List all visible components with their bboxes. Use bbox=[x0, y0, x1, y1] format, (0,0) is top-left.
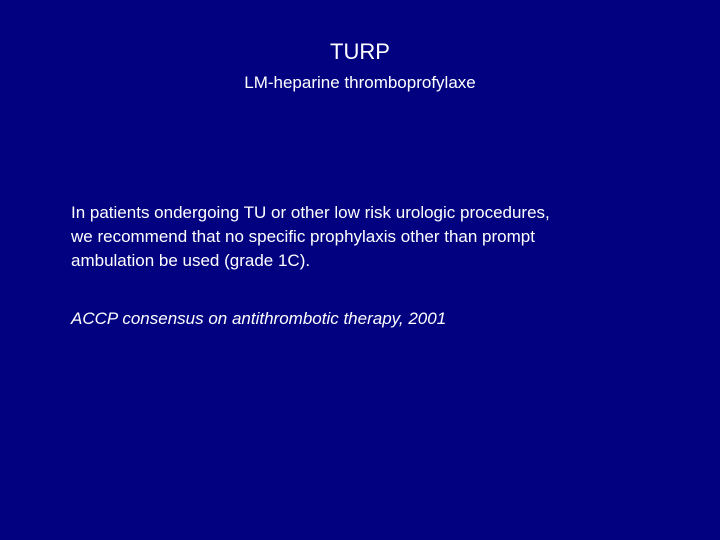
recommendation-line: ambulation be used (grade 1C). bbox=[71, 251, 311, 270]
recommendation-line: In patients ondergoing TU or other low risk urologic procedures, bbox=[71, 203, 550, 222]
recommendation-line: we recommend that no specific prophylaxis other than prompt bbox=[71, 227, 535, 246]
slide-subtitle: LM-heparine thromboprofylaxe bbox=[244, 73, 476, 92]
citation: ACCP consensus on antithrombotic therapy, 2001 bbox=[71, 309, 447, 328]
recommendation-text bbox=[71, 201, 671, 273]
slide-title: TURP bbox=[330, 39, 390, 64]
